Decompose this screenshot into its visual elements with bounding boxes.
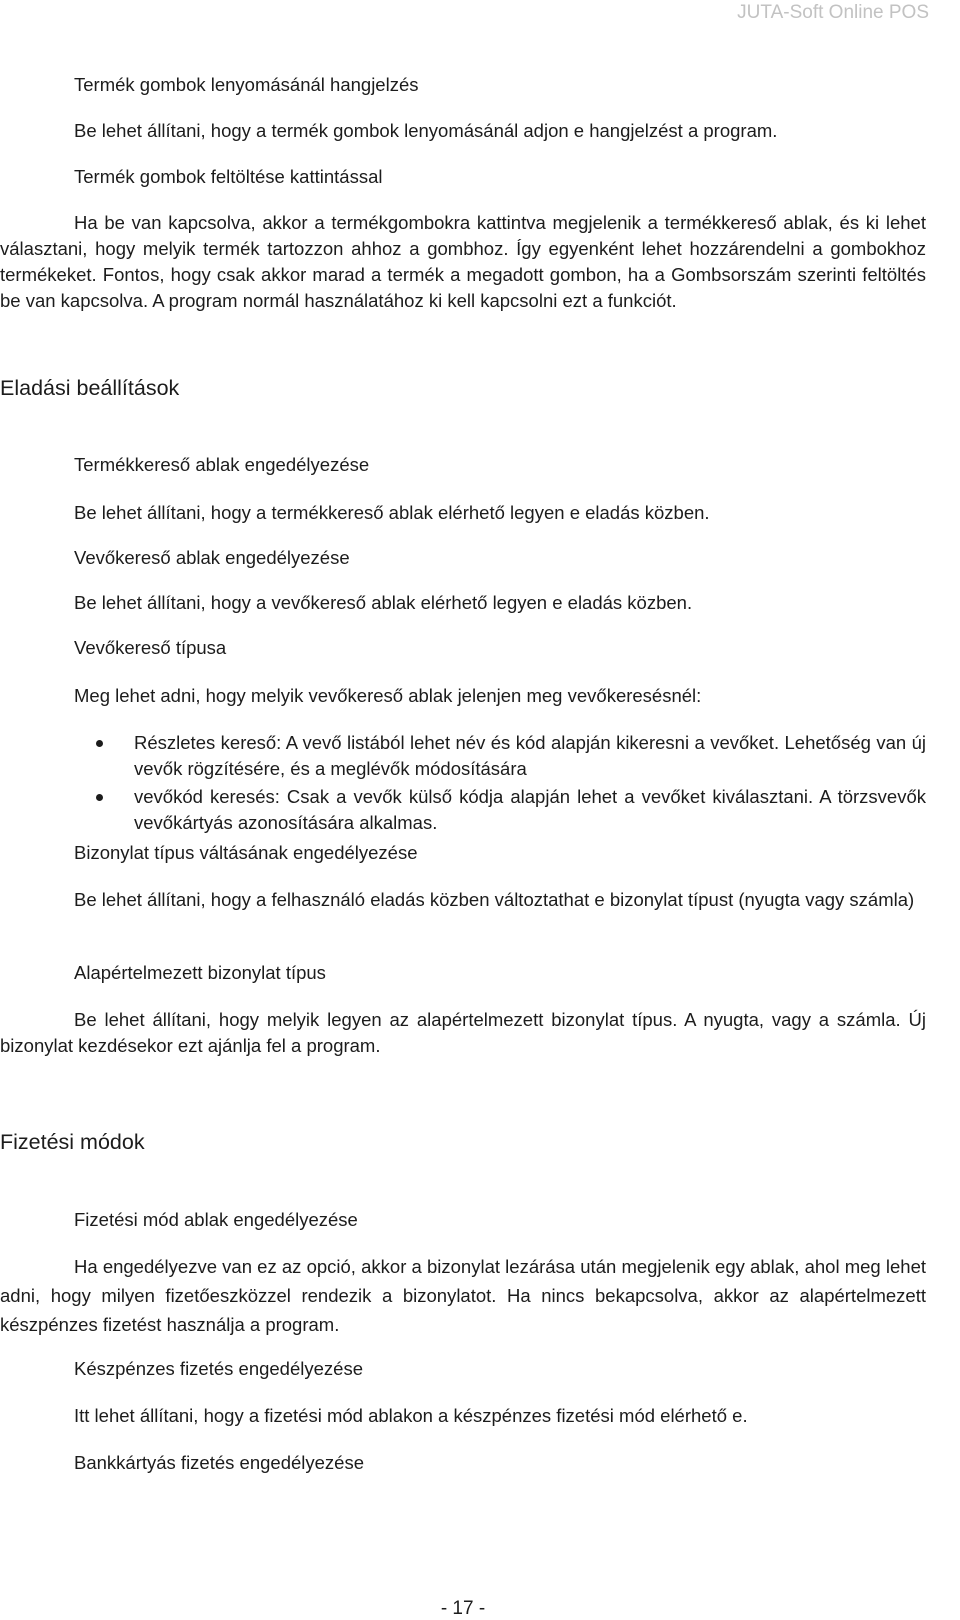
product-search-text: Be lehet állítani, hogy a termékkereső ablak elérhető legyen e eladás közben.: [74, 502, 710, 523]
default-doc-text: Be lehet állítani, hogy melyik legyen az alapértelmezett bizonylat típus. A nyugta, vagy a számla. Új bizonylat kezdésekor ezt ajánlja fel a program.: [0, 1009, 926, 1056]
payment-window-text: Ha engedélyezve van ez az opció, akkor a bizonylat lezárása után megjelenik egy ablak, ahol meg lehet adni, hogy milyen fizetőeszközzel rendezik a bizonylatot. Ha nincs bekapcsolva, akkor az alapértelmezett készpénzes fizetést használja a program.: [0, 1256, 926, 1335]
sound-setting-text: Be lehet állítani, hogy a termék gombok lenyomásánál adjon e hangjelzést a program.: [74, 120, 778, 141]
list-item: [96, 730, 926, 782]
default-doc-title: Alapértelmezett bizonylat típus: [74, 962, 326, 983]
fill-setting-text: Ha be van kapcsolva, akkor a termékgombokra kattintva megjelenik a termékkereső ablak, és ki lehet választani, hogy melyik termék tartozzon ahhoz a gombhoz. Így egyenként lehet hozzárendelni a gombokhoz termékeket. Fontos, hogy csak akkor marad a termék a megadott gombon, ha a Gombsorszám szerinti feltöltés be van kapcsolva. A program normál használatához ki kell kapcsolni ezt a funkciót.: [0, 212, 926, 311]
product-search-title: Termékkereső ablak engedélyezése: [74, 454, 370, 475]
sales-settings-heading: Eladási beállítások: [0, 376, 180, 400]
customer-type-text: Meg lehet adni, hogy melyik vevőkereső ablak jelenjen meg vevőkeresésnél:: [74, 685, 702, 706]
bullet-icon: [96, 794, 103, 801]
customer-type-title: Vevőkereső típusa: [74, 637, 227, 658]
customer-type-list: [96, 730, 926, 838]
page-number: - 17 -: [440, 1598, 486, 1619]
payment-methods-heading: Fizetési módok: [0, 1130, 145, 1154]
list-item-text: vevőkód keresés: Csak a vevők külső kódja alapján lehet a vevőket kiválasztani. A törzsvevők vevőkártyás azonosítására alkalmas.: [134, 786, 926, 833]
customer-search-title: Vevőkereső ablak engedélyezése: [74, 547, 350, 568]
card-payment-title: Bankkártyás fizetés engedélyezése: [74, 1452, 365, 1473]
bullet-icon: [96, 740, 103, 747]
sound-setting-title: Termék gombok lenyomásánál hangjelzés: [74, 74, 419, 95]
fill-setting-title: Termék gombok feltöltése kattintással: [74, 166, 383, 187]
doc-switch-title: Bizonylat típus váltásának engedélyezése: [74, 842, 418, 863]
doc-switch-text: Be lehet állítani, hogy a felhasználó eladás közben változtathat e bizonylat típust (nyugta vagy számla): [74, 889, 915, 910]
list-item-text: Részletes kereső: A vevő listából lehet név és kód alapján kikeresni a vevőket. Lehetőség van új vevők rögzítésére, és a meglévők módosítására: [134, 732, 926, 779]
cash-payment-title: Készpénzes fizetés engedélyezése: [74, 1358, 363, 1379]
customer-search-text: Be lehet állítani, hogy a vevőkereső ablak elérhető legyen e eladás közben.: [74, 592, 693, 613]
document-header: JUTA-Soft Online POS: [737, 2, 929, 23]
payment-window-title: Fizetési mód ablak engedélyezése: [74, 1209, 358, 1230]
list-item: [96, 784, 926, 836]
cash-payment-text: Itt lehet állítani, hogy a fizetési mód ablakon a készpénzes fizetési mód elérhető e.: [74, 1405, 748, 1426]
